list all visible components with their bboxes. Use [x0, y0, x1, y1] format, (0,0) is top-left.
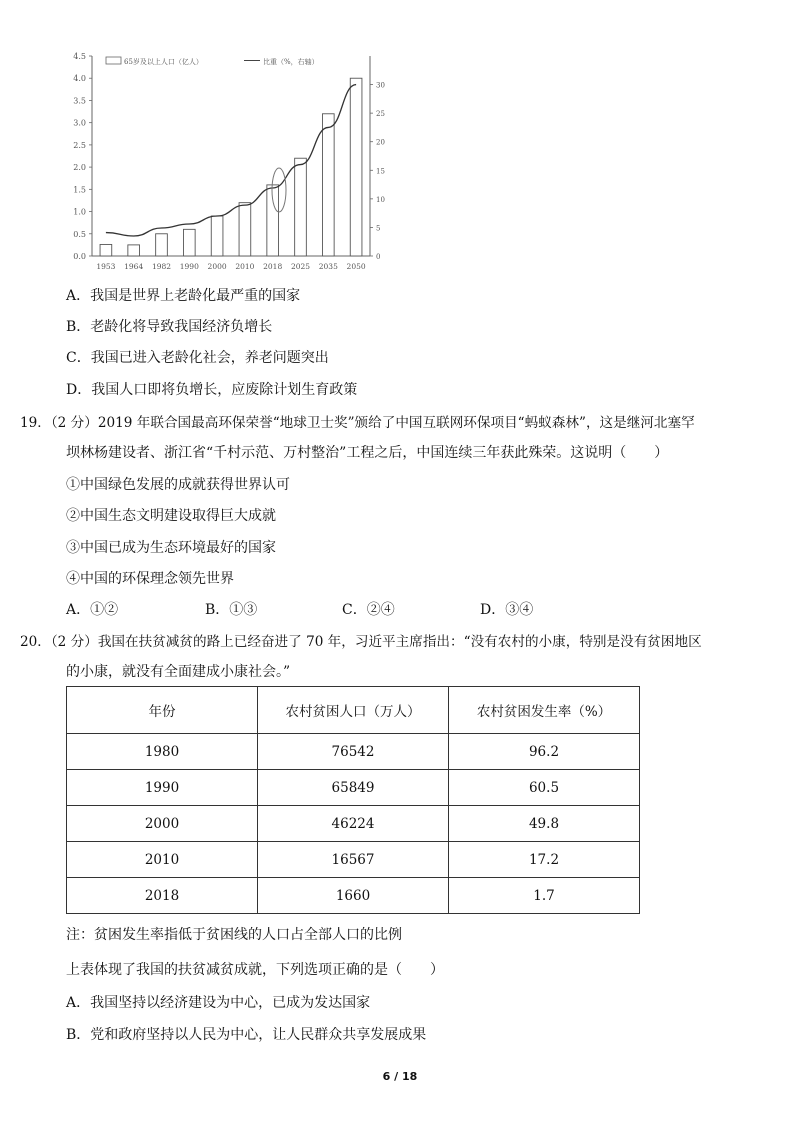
- q19-item-3: ③中国已成为生态环境最好的国家: [66, 540, 276, 556]
- q19-option-c[interactable]: C．②④: [342, 602, 395, 618]
- legend-bar-swatch: [106, 57, 121, 64]
- cell-rate: 49.8: [449, 806, 640, 842]
- left-tick-label: 4.0: [73, 74, 86, 84]
- left-tick-label: 3.5: [73, 96, 86, 106]
- table-row: [67, 878, 640, 914]
- q19-stem-line2: 坝林杨建设者、浙江省“千村示范、万村整治”工程之后，中国连续三年获此殊荣。这说明（ ）: [66, 445, 669, 461]
- q18-option-c[interactable]: C．我国已进入老龄化社会，养老问题突出: [66, 350, 329, 366]
- cell-population: 76542: [258, 734, 449, 770]
- right-tick-label: 15: [376, 167, 385, 176]
- x-tick-label: 1964: [124, 262, 144, 271]
- q20-table-note: 注：贫困发生率指低于贫困线的人口占全部人口的比例: [66, 927, 402, 943]
- population-bars: [100, 78, 362, 256]
- header-rate: 农村贫困发生率（%）: [449, 687, 640, 734]
- left-tick-label: 2.0: [73, 163, 86, 173]
- q18-option-d[interactable]: D．我国人口即将负增长，应废除计划生育政策: [66, 382, 358, 398]
- q19-item-4: ④中国的环保理念领先世界: [66, 571, 234, 587]
- table-row: [67, 842, 640, 878]
- cell-year: 1980: [67, 734, 258, 770]
- x-tick-label: 1982: [151, 262, 172, 271]
- q20-question: 上表体现了我国的扶贫减贫成就，下列选项正确的是（ ）: [66, 962, 444, 978]
- bar-2025: [295, 158, 307, 256]
- x-tick-label: 2000: [207, 262, 227, 271]
- aging-population-chart: [62, 48, 385, 274]
- right-tick-label: 30: [376, 81, 385, 90]
- cell-year: 2018: [67, 878, 258, 914]
- q19-item-2: ②中国生态文明建设取得巨大成就: [66, 508, 276, 524]
- q19-stem-line1: 19．（2 分）2019 年联合国最高环保荣誉“地球卫士奖”颁给了中国互联网环保项目“蚂蚁森林”，这是继河北塞罕: [20, 415, 695, 431]
- poverty-table: [66, 686, 640, 914]
- table-header-row: [67, 687, 640, 734]
- cell-rate: 1.7: [449, 878, 640, 914]
- cell-rate: 96.2: [449, 734, 640, 770]
- left-tick-label: 1.5: [73, 185, 86, 195]
- left-tick-label: 4.5: [73, 52, 86, 61]
- right-tick-labels: [370, 82, 385, 261]
- x-tick-labels: [96, 262, 366, 271]
- chart-legend: [106, 57, 319, 67]
- x-tick-label: 2018: [263, 262, 283, 271]
- bar-2035: [322, 114, 334, 256]
- x-tick-label: 1953: [96, 262, 116, 271]
- table-row: [67, 806, 640, 842]
- right-tick-label: 0: [376, 253, 381, 261]
- left-tick-label: 3.0: [73, 118, 86, 128]
- x-tick-label: 1990: [179, 262, 199, 271]
- q20-stem-line1: 20．（2 分）我国在扶贫减贫的路上已经奋进了 70 年，习近平主席指出：“没有农村的小康，特别是没有贫困地区: [20, 634, 702, 650]
- x-tick-label: 2035: [318, 262, 338, 271]
- cell-population: 65849: [258, 770, 449, 806]
- left-tick-label: 1.0: [73, 207, 86, 217]
- left-tick-label: 2.5: [73, 140, 86, 150]
- legend-line-label: 比重（%，右轴）: [263, 58, 319, 66]
- bar-1990: [183, 229, 195, 256]
- cell-rate: 60.5: [449, 770, 640, 806]
- header-year: 年份: [67, 687, 258, 734]
- bar-2050: [350, 78, 362, 256]
- ratio-line-path: [106, 85, 356, 236]
- bar-1982: [156, 234, 168, 256]
- q18-option-a[interactable]: A．我国是世界上老龄化最严重的国家: [66, 288, 301, 304]
- table-row: [67, 734, 640, 770]
- q19-option-b[interactable]: B．①③: [205, 602, 258, 618]
- bar-2010: [239, 203, 251, 256]
- q20-stem-line2: 的小康，就没有全面建成小康社会。”: [66, 664, 291, 680]
- bar-1953: [100, 244, 112, 256]
- q19-item-1: ①中国绿色发展的成就获得世界认可: [66, 477, 290, 493]
- page-number: 6 / 18: [382, 1070, 418, 1083]
- left-tick-label: 0.5: [73, 229, 86, 239]
- cell-population: 46224: [258, 806, 449, 842]
- q18-option-b[interactable]: B．老龄化将导致我国经济负增长: [66, 319, 273, 335]
- q20-option-a[interactable]: A．我国坚持以经济建设为中心，已成为发达国家: [66, 995, 371, 1011]
- bar-1964: [128, 245, 140, 256]
- cell-year: 2010: [67, 842, 258, 878]
- x-tick-label: 2010: [235, 262, 255, 271]
- left-tick-label: 0.0: [73, 252, 86, 261]
- x-tick-label: 2025: [290, 262, 311, 271]
- cell-rate: 17.2: [449, 842, 640, 878]
- ratio-line: [106, 85, 356, 236]
- right-tick-label: 20: [376, 138, 385, 147]
- right-tick-label: 5: [376, 224, 381, 233]
- cell-year: 2000: [67, 806, 258, 842]
- right-tick-label: 10: [376, 195, 385, 204]
- right-tick-label: 25: [376, 110, 385, 119]
- cell-population: 1660: [258, 878, 449, 914]
- q19-option-d[interactable]: D．③④: [480, 602, 534, 618]
- cell-year: 1990: [67, 770, 258, 806]
- q19-option-a[interactable]: A．①②: [66, 602, 119, 618]
- x-tick-label: 2050: [346, 262, 366, 271]
- q20-option-b[interactable]: B．党和政府坚持以人民为中心，让人民群众共享发展成果: [66, 1027, 427, 1043]
- bar-2000: [211, 216, 223, 256]
- header-population: 农村贫困人口（万人）: [258, 687, 449, 734]
- cell-population: 16567: [258, 842, 449, 878]
- table-row: [67, 770, 640, 806]
- left-tick-labels: [73, 52, 92, 261]
- legend-bar-label: 65岁及以上人口（亿人）: [124, 58, 203, 66]
